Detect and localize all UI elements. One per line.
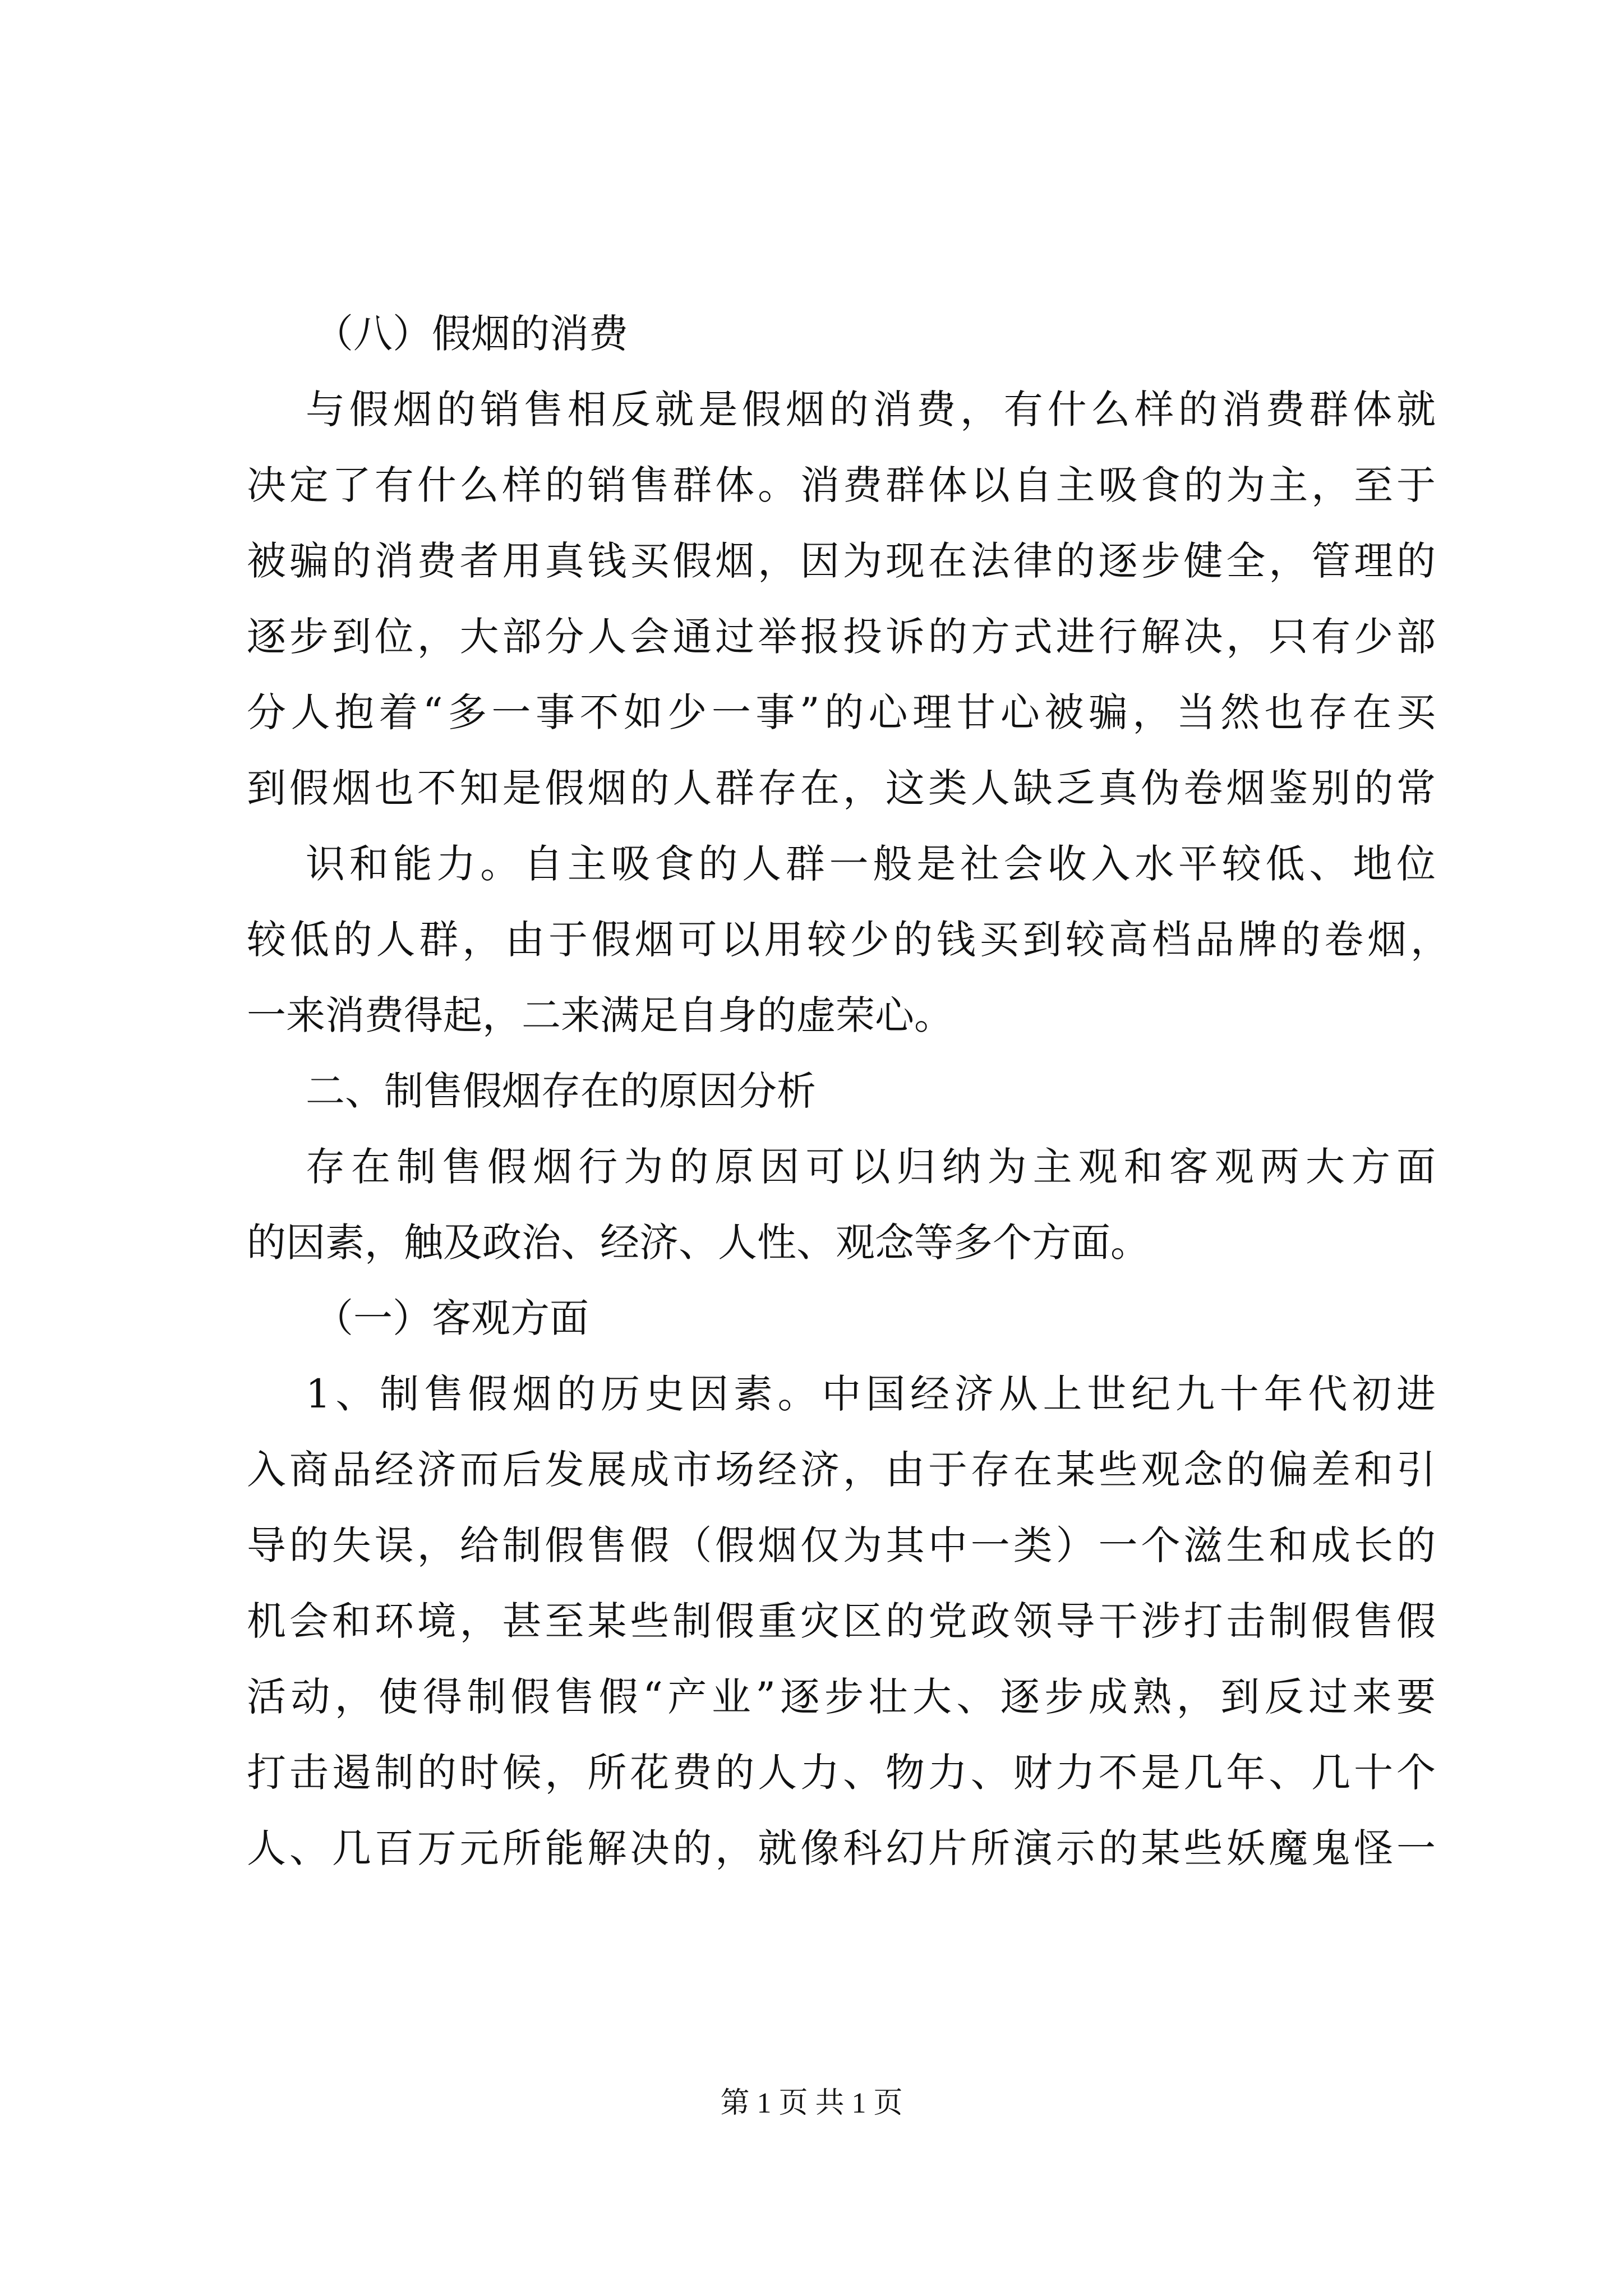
paragraph-line: 人、几百万元所能解决的，就像科幻片所演示的某些妖魔鬼怪一 bbox=[247, 1825, 1436, 1871]
paragraph-line: 的因素，触及政治、经济、人性、观念等多个方面。 bbox=[247, 1220, 1150, 1266]
paragraph-line: 导的失误，给制假售假（假烟仅为其中一类）一个滋生和成长的 bbox=[247, 1522, 1436, 1568]
paragraph-line: 一来消费得起，二来满足自身的虚荣心。 bbox=[247, 992, 953, 1038]
paragraph-line: 入商品经济而后发展成市场经济，由于存在某些观念的偏差和引 bbox=[247, 1447, 1436, 1493]
paragraph-line: 被骗的消费者用真钱买假烟，因为现在法律的逐步健全，管理的 bbox=[247, 538, 1436, 584]
paragraph-line: 存在制售假烟行为的原因可以归纳为主观和客观两大方面 bbox=[306, 1144, 1436, 1190]
section-heading: （八）假烟的消费 bbox=[314, 311, 628, 357]
paragraph-line: 识和能力。自主吸食的人群一般是社会收入水平较低、地位 bbox=[306, 841, 1436, 887]
page-footer: 第 1 页 共 1 页 bbox=[720, 2087, 903, 2119]
paragraph-line: 到假烟也不知是假烟的人群存在，这类人缺乏真伪卷烟鉴别的常 bbox=[247, 765, 1436, 811]
paragraph-line: 较低的人群，由于假烟可以用较少的钱买到较高档品牌的卷烟， bbox=[247, 917, 1450, 963]
paragraph-line: 逐步到位，大部分人会通过举报投诉的方式进行解决，只有少部 bbox=[247, 614, 1436, 660]
paragraph-line: 机会和环境，甚至某些制假重灾区的党政领导干涉打击制假售假 bbox=[247, 1598, 1436, 1644]
paragraph-line: 与假烟的销售相反就是假烟的消费，有什么样的消费群体就 bbox=[306, 386, 1436, 432]
paragraph-line: 活动，使得制假售假“产业”逐步壮大、逐步成熟，到反过来要 bbox=[247, 1674, 1436, 1720]
paragraph-line: 1、制售假烟的历史因素。中国经济从上世纪九十年代初进 bbox=[306, 1371, 1436, 1417]
paragraph-line: 决定了有什么样的销售群体。消费群体以自主吸食的为主，至于 bbox=[247, 462, 1436, 508]
section-heading: 二、制售假烟存在的原因分析 bbox=[306, 1068, 816, 1114]
paragraph-line: 分人抱着“多一事不如少一事”的心理甘心被骗，当然也存在买 bbox=[247, 689, 1436, 735]
paragraph-line: 打击遏制的时候，所花费的人力、物力、财力不是几年、几十个 bbox=[247, 1750, 1436, 1796]
section-heading: （一）客观方面 bbox=[314, 1295, 589, 1341]
